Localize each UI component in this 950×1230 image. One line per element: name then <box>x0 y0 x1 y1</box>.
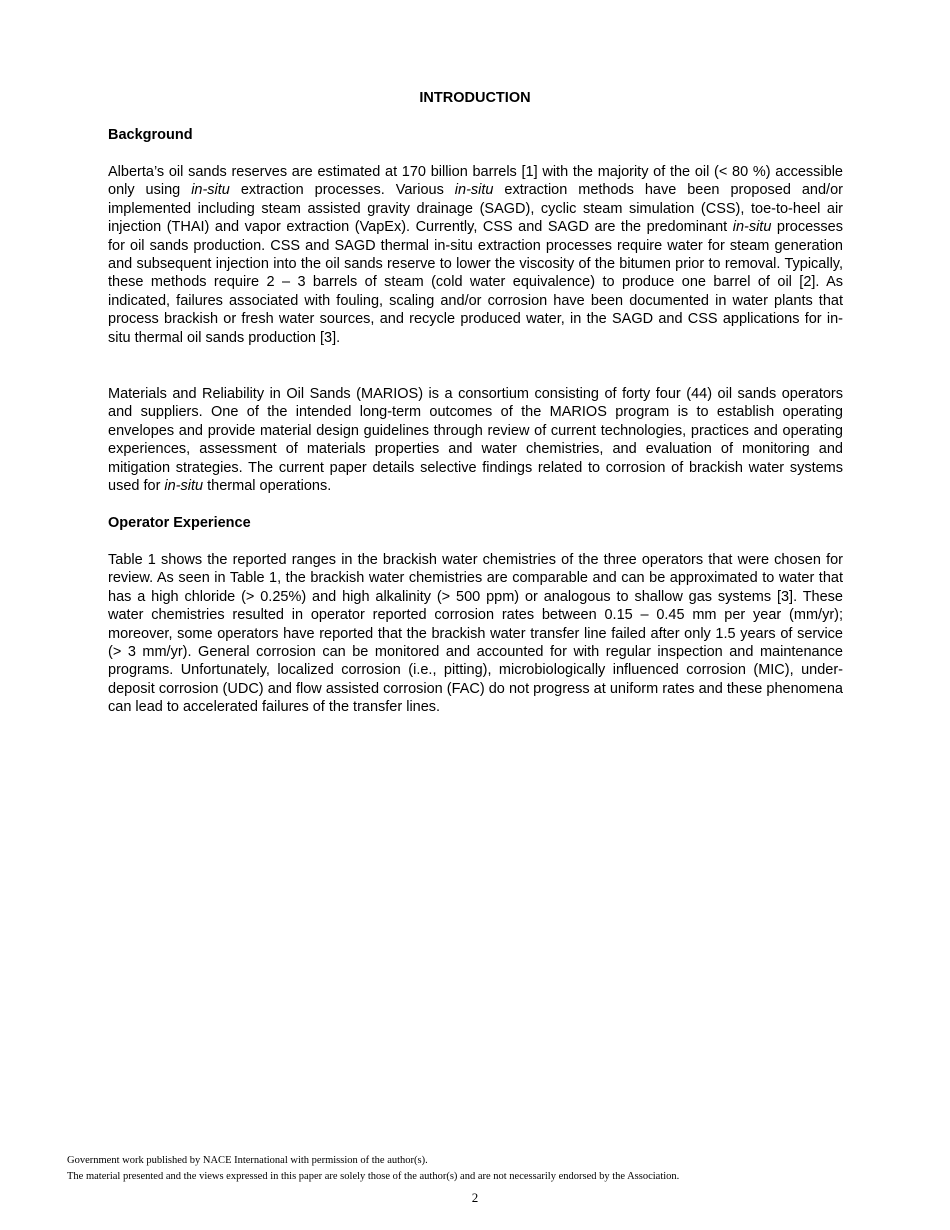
footer-permission-note: Government work published by NACE International with permission of the author(s). <box>67 1155 428 1166</box>
operator-experience-heading: Operator Experience <box>108 515 251 531</box>
background-heading: Background <box>108 127 193 143</box>
page-number: 2 <box>471 1190 479 1205</box>
section-title: INTRODUCTION <box>419 90 531 106</box>
footer-disclaimer: The material presented and the views expressed in this paper are solely those of the author(s) and are not necessarily endorsed by the Association. <box>67 1171 680 1182</box>
background-paragraph-2: Materials and Reliability in Oil Sands (MARIOS) is a consortium consisting of forty four (44) oil sands operators and suppliers. One of the intended long-term outcomes of the MARIOS program is to establish operating envelopes and provide material design guidelines through review of current technologies, practices and operating experiences, assessment of materials properties and water chemistries, and evaluation of monitoring and mitigation strategies. The current paper details selective findings related to corrosion of brackish water systems used for in-situ thermal operations. <box>108 386 843 495</box>
operator-experience-paragraph: Table 1 shows the reported ranges in the brackish water chemistries of the three operators that were chosen for review. As seen in Table 1, the brackish water chemistries are comparable and can be approximated to water that has a high chloride (> 0.25%) and high alkalinity (> 500 ppm) or analogous to shallow gas systems [3]. These water chemistries resulted in operator reported corrosion rates between 0.15 – 0.45 mm per year (mm/yr); moreover, some operators have reported that the brackish water transfer line failed after only 1.5 years of service (> 3 mm/yr). General corrosion can be monitored and accounted for with regular inspection and maintenance programs. Unfortunately, localized corrosion (i.e., pitting), microbiologically influenced corrosion (MIC), under-deposit corrosion (UDC) and flow assisted corrosion (FAC) do not progress at uniform rates and these phenomena can lead to accelerated failures of the transfer lines. <box>108 552 843 716</box>
background-paragraph-1: Alberta’s oil sands reserves are estimated at 170 billion barrels [1] with the majority of the oil (< 80 %) accessible only using in-situ extraction processes. Various in-situ extraction methods have been proposed and/or implemented including steam assisted gravity drainage (SAGD), cyclic steam simulation (CSS), toe-to-heel air injection (THAI) and vapor extraction (VapEx). Currently, CSS and SAGD are the predominant in-situ processes for oil sands production. CSS and SAGD thermal in-situ extraction processes require water for steam generation and subsequent injection into the oil sands reserve to lower the viscosity of the bitumen prior to removal. Typically, these methods require 2 – 3 barrels of steam (cold water equivalence) to produce one barrel of oil [2]. As indicated, failures associated with fouling, scaling and/or corrosion have been documented in water plants that process brackish or fresh water sources, and recycle produced water, in the SAGD and CSS applications for in-situ thermal oil sands production [3]. <box>108 164 843 346</box>
